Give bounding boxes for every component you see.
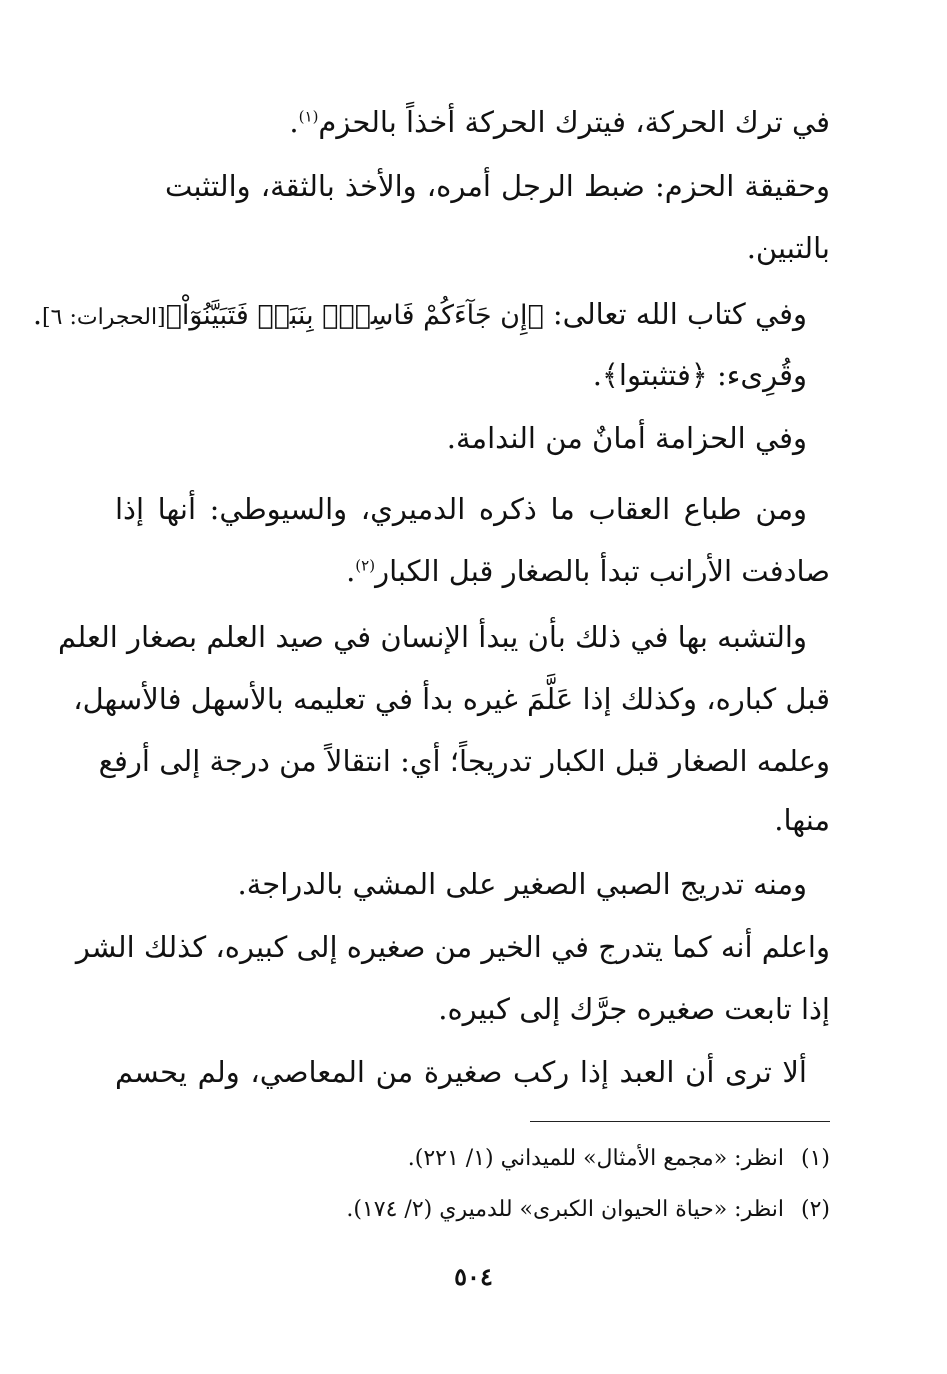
footnote-ref-2: (٢)	[355, 556, 376, 575]
text-line-14: واعلم أنه كما يتدرج في الخير من صغيره إلى كبيره، كذلك الشر	[75, 930, 830, 964]
footnote-2	[115, 1194, 830, 1226]
text-line-15: إذا تابعت صغيره جرَّك إلى كبيره.	[438, 992, 830, 1026]
footnote-text: انظر: «مجمع الأمثال» للميداني (١/ ٢٢١).	[407, 1146, 784, 1171]
text-line-16: ألا ترى أن العبد إذا ركب صغيرة من المعاصي، ولم يحسم	[115, 1055, 807, 1089]
text-line-quran: وفي كتاب الله تعالى: ﴿إِن جَآءَكُمْ فَاسِقُۢ بِنَبَإٖ فَتَبَيَّنُوٓاْ﴾[الحجرات: ٦].	[32, 297, 807, 331]
text-line-11: وعلمه الصغار قبل الكبار تدريجاً؛ أي: انتقالاً من درجة إلى أرفع	[98, 744, 830, 778]
text-line-2: وحقيقة الحزم: ضبط الرجل أمره، والأخذ بالثقة، والتثبت	[165, 169, 830, 203]
text-line-13: ومنه تدريج الصبي الصغير على المشي بالدراجة.	[237, 867, 807, 901]
quran-reading: ﴿فتثبتوا﴾	[601, 358, 708, 392]
text-line-3: بالتبين.	[746, 231, 830, 265]
text-line-1: في ترك الحركة، فيترك الحركة أخذاً بالحزم$^{(١)}$.	[289, 105, 830, 139]
text-line-8: صادفت الأرانب تبدأ بالصغار قبل الكبار$^{(٢)}$.	[346, 554, 830, 588]
footnote-number: (٢)	[800, 1197, 830, 1222]
text-line-9: والتشبه بها في ذلك بأن يبدأ الإنسان في صيد العلم بصغار العلم	[58, 620, 807, 654]
quran-verse: ﴿إِن جَآءَكُمْ فَاسِقُۢ بِنَبَإٖ فَتَبَيَّنُوٓاْ﴾	[165, 300, 544, 331]
footnote-number: (١)	[800, 1146, 830, 1171]
footnote-1	[115, 1143, 830, 1175]
footnote-ref-1: (١)	[298, 107, 319, 126]
text-line-10: قبل كباره، وكذلك إذا عَلَّمَ غيره بدأ في تعليمه بالأسهل فالأسهل،	[73, 682, 830, 716]
text-line-reading: وقُرِىء: ﴿فتثبتوا﴾.	[592, 358, 807, 392]
text-line-7: ومن طباع العقاب ما ذكره الدميري، والسيوطي: أنها إذا	[115, 492, 807, 526]
footnote-text: انظر: «حياة الحيوان الكبرى» للدميري (٢/ ١٧٤).	[346, 1197, 784, 1222]
quran-source: [الحجرات: ٦]	[42, 305, 166, 330]
text-line-6: وفي الحزامة أمانٌ من الندامة.	[446, 421, 807, 455]
footnote-separator	[530, 1121, 830, 1122]
text-line-12: منها.	[774, 803, 830, 837]
page-number: ٥٠٤	[454, 1262, 493, 1291]
